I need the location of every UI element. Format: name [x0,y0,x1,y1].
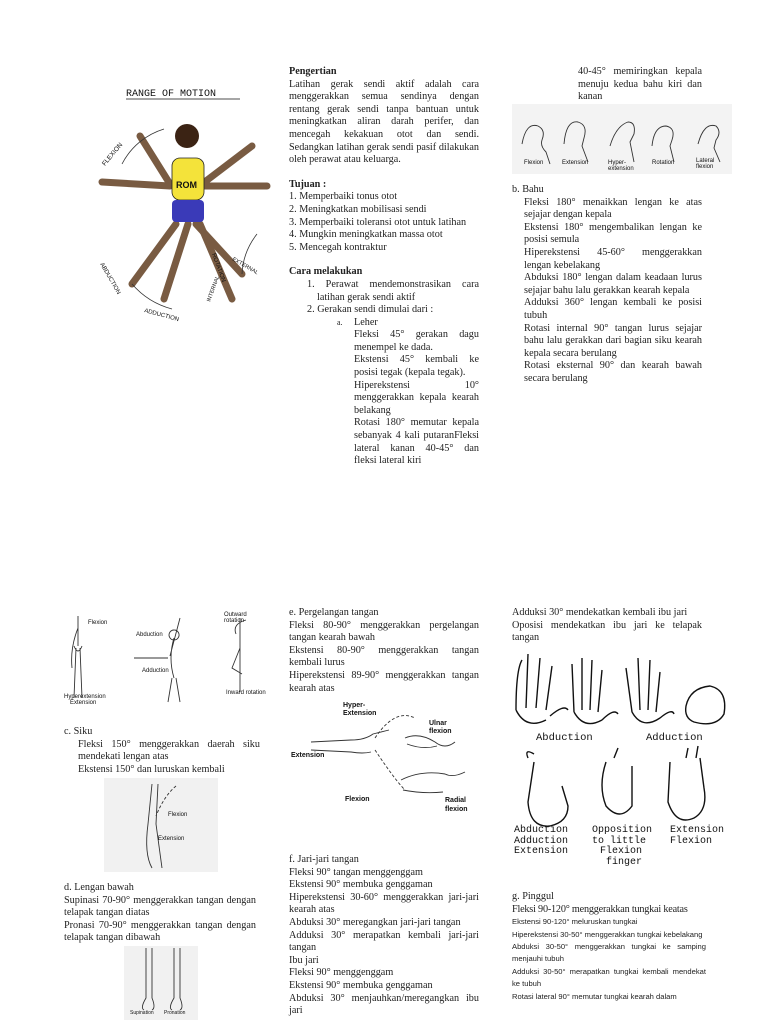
rom-label-adduction: ADDUCTION [143,308,180,324]
column-2-jari [289,854,479,1018]
jari-title: f. Jari-jari tangan [289,854,359,865]
leher-item: Ekstensi 45° kembali ke posisi tegak (kepala tegak). [354,354,479,379]
rom-title: RANGE OF MOTION [126,89,217,100]
hand-cap-line: Extension [514,846,569,857]
leher-marker: a. [337,317,343,327]
tujuan-item: 3. Memperbaiki toleransi otot untuk latihan [289,216,467,228]
neck-cap-flexion: Flexion [524,160,544,166]
bahu-item: Rotasi internal 90° tangan lurus sejajar bahu lalu gerakkan dari bagian siku kearah kepala secara berulang [524,322,702,359]
bahu-item: Abduksi 180° lengan dalam keadaan lurus sejajar bahu lalu gerakkan kearah kepala [524,272,702,296]
rom-figure [92,74,278,330]
jari-item: Ekstensi 90° membuka genggaman [289,979,433,991]
hand-cap-adduction: Adduction [646,732,703,744]
wrist-cap-ulnar: Ulnar flexion [429,720,452,735]
shoulder-cap-hyperextension: Hyperextension [64,694,106,700]
siku-item: Fleksi 150° menggerakkan daerah siku mendekati lengan atas [78,738,260,763]
hand-cap-line: Flexion [670,835,713,847]
shoulder-cap-inward: Inward rotation [226,690,266,696]
bahu-item: Adduksi 360° lengan kembali ke posisi tubuh [524,297,702,321]
pengertian-heading: Pengertian [289,66,337,77]
jari-item: Hiperekstensi 30-60° menggerakkan jari-jari kearah atas [289,891,479,916]
pinggul-item: Ekstensi 90-120° meluruskan tungkai [512,917,638,927]
jari-item: Fleksi 90° tangan menggenggam [289,866,423,878]
wrist-cap-flexion: Flexion [345,796,370,803]
pinggul-item: Abduksi 30-50° menggerakkan tungkai ke samping menjauhi tubuh [512,942,706,964]
pergelangan-item: Ekstensi 80-90° menggerakkan tangan kembali lurus [289,644,479,669]
jari-item: Abduksi 30° menjauhkan/meregangkan ibu jari [289,992,479,1017]
lengan-title: d. Lengan bawah [64,882,134,893]
hand-cap-line: Extension [670,825,725,836]
forearm-cap-pronation: Pronation [164,1010,186,1016]
hand-cap-abd-block [514,826,568,858]
neck-figure [512,104,732,174]
hand-cap-line: finger [606,856,643,868]
thumb-item: Oposisi mendekatkan ibu jari ke telapak tangan [512,619,702,644]
pergelangan-title: e. Pergelangan tangan [289,607,379,618]
neck-cap-rotation: Rotation [652,160,675,166]
jari-item: Abduksi 30° meregangkan jari-jari tangan [289,916,461,928]
neck-cap-hyperextension: Hyper-extension [608,160,634,172]
column-3-thumb [512,607,702,645]
jari-item: Fleksi 90° menggenggam [289,967,394,979]
tujuan-heading: Tujuan : [289,178,327,190]
wrist-cap-radial: Radial flexion [445,797,468,813]
thumb-item: Adduksi 30° mendekatkan kembali ibu jari [512,607,688,618]
cara-step: 2. Gerakan sendi dimulai dari : [307,304,434,316]
cara-step: 1. Perawat mendemonstrasikan cara latihan gerak sendi aktif [307,278,479,303]
shoulder-figure [64,608,274,708]
shoulder-cap-outward: Outward rotation [224,612,247,624]
bahu-item: Fleksi 180° menaikkan lengan ke atas sejajar dengan kepala [524,196,702,221]
bahu-item: Rotasi eksternal 90° dan kearah bawah secara berulang [524,360,702,384]
hand-cap-line: Flexion [600,846,643,857]
pinggul-item: Hiperekstensi 30-50° menggerakkan tungkai kebelakang [512,929,703,939]
hand-cap-line: Abduction [514,825,569,836]
rom-label-rotation: ROTATION [210,252,227,283]
tujuan-item: 4. Mungkin meningkatkan massa otot [289,229,443,241]
rom-label-external: EXTERNAL [231,256,260,277]
leher-item: Hiperekstensi 10° menggerakkan kepala kearah belakang [354,379,479,416]
column-1-lengan-bawah [64,882,256,945]
hand-cap-line: Opposition [592,825,653,836]
tujuan-item: 1. Memperbaiki tonus otot [289,191,398,203]
elbow-cap-extension: Extension [158,836,185,842]
bahu-title: b. Bahu [512,184,544,195]
shoulder-cap-extension: Extension [70,700,97,706]
cara-heading: Cara melakukan [289,266,363,278]
shoulder-cap-abduction: Abduction [136,632,163,638]
neck-cap-lateral: Lateral flexion [696,158,715,170]
leher-item: Fleksi 45° gerakan dagu menempel ke dada. [354,329,479,353]
tujuan-item: 5. Mencegah kontraktur [289,241,387,253]
column-2-pergelangan [289,607,479,695]
tujuan-item: 2. Meningkatkan mobilisasi sendi [289,203,427,215]
pinggul-item: Rotasi lateral 90° memutar tungkai kearah dalam [512,991,677,1001]
bahu-item: Ekstensi 180° mengembalikan lengan ke posisi semula [524,221,702,246]
jari-item: Adduksi 30° merapatkan kembali jari-jari tangan [289,929,479,954]
pinggul-title: g. Pinggul [512,891,554,902]
column-3-bahu [512,184,702,386]
lengan-item: Supinasi 70-90° menggerakkan tangan dengan telapak tangan diatas [64,894,256,919]
pinggul-item: Adduksi 30-50° merapatkan tungkai kembali mendekat ke tubuh [512,966,706,989]
elbow-cap-flexion: Flexion [168,812,188,818]
bahu-item: Hiperekstensi 45-60° menggerakkan lengan kebelakang [524,246,702,271]
hand-cap-ext-block [670,826,724,847]
hand-figure [510,650,734,876]
rom-label-flexion: FLEXION [101,141,125,168]
jari-item: Ekstensi 90° membuka genggaman [289,879,433,891]
shoulder-cap-flexion: Flexion [88,620,108,626]
elbow-figure [104,778,218,872]
shoulder-cap-adduction: Adduction [142,668,169,674]
forearm-cap-supination: Supination [130,1010,154,1016]
lengan-item: Pronasi 70-90° menggerakkan tangan dengan telapak tangan dibawah [64,919,256,944]
leher-title: Leher [354,316,378,328]
lateral-flexion-cont: 40-45° memiringkan kepala menuju kedua bahu kiri dan kanan [578,66,702,103]
column-2-top [289,66,479,468]
column-3-pinggul [512,891,706,1003]
pergelangan-item: Hiperekstensi 89-90° menggerakkan tangan kearah atas [289,669,479,694]
wrist-figure [289,698,479,816]
rom-label-abduction: ABDUCTION [98,262,122,296]
hand-cap-line: to little [592,835,647,847]
pinggul-item: Fleksi 90-120° menggerakkan tungkai keatas [512,903,688,915]
pengertian-text: Latihan gerak sendi aktif adalah cara menggerakkan semua sendinya dengan rentang gerak sendi tanpa bantuan untuk meningkatkan aliran darah perifer, dan mencegah kekakuan otot dan sendi. Sedangkan latihan gerak sendi pasif dilakukan oleh perawat atau keluarga. [289,78,479,166]
column-3-top-cont [578,66,702,104]
hand-cap-abduction: Abduction [536,732,593,744]
hand-cap-opp-block [592,826,652,868]
siku-title: c. Siku [64,726,93,737]
hand-cap-line: Adduction [514,835,569,847]
rom-shirt-label: ROM [176,180,197,190]
column-1-siku [64,726,260,776]
wrist-cap-extension: Extension [291,752,325,759]
siku-item: Ekstensi 150° dan luruskan kembali [78,763,225,775]
forearm-figure [124,946,198,1020]
leher-item: Rotasi 180° memutar kepala sebanyak 4 kali putaranFleksi lateral kanan 40-45° dan fleksi lateral kiri [354,417,479,467]
wrist-cap-hyperextension: Hyper-Extension [343,702,377,717]
rom-label-internal: INTERNAL [206,275,222,303]
pergelangan-item: Fleksi 80-90° menggerakkan pergelangan tangan kearah bawah [289,619,479,644]
neck-cap-extension: Extension [562,160,589,166]
jari-item: Ibu jari [289,954,319,966]
